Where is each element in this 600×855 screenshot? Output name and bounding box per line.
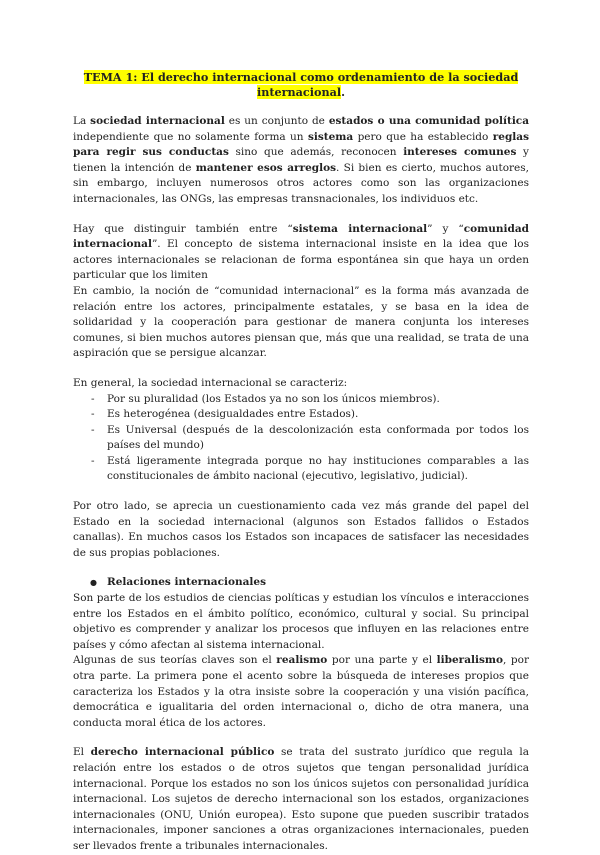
text-run: independiente que no solamente forma un [73,130,308,143]
list-item: - Está ligeramente integrada porque no hay instituciones comparables a las constitucionales de ámbito nacional (ejecutivo, legislativo, judicial). [73,454,529,485]
list-item: - Es heterogénea (desigualdades entre Estados). [73,407,529,423]
text-run: El [73,746,91,759]
bold-term: sociedad internacional [90,115,225,127]
paragraph-comunidad-internacional: En cambio, la noción de “comunidad internacional” es la forma más avanzada de relación entre los actores, principalmente estatales, y se basa en la idea de solidaridad y la cooperación para gestionar de manera conjunta los intereses comunes, si bien muchos autores piensan que, más que una realidad, se trata de una aspiración que se persigue alcanzar. [73,284,529,360]
paragraph-sistema-comunidad [73,222,529,284]
text-run: por una parte y el [327,654,437,667]
bold-term: derecho internacional público [90,746,275,759]
text-run: sino que además, reconocen [228,146,404,159]
text-run: y tienen la intención de [73,146,529,174]
text-run: Hay que distinguir también entre “ [73,222,293,235]
paragraph-teorias [73,653,529,731]
paragraph-papel-estado: Por otro lado, se aprecia un cuestionamiento cada vez más grande del papel del Estado en la sociedad internacional (algunos son Estados fallidos o Estados canallas). En muchos casos los Estados son incapaces de satisfacer las necesidades de sus propias poblaciones. [73,500,529,559]
bold-term: intereses comunes [403,146,517,159]
text-run: ” y “ [427,222,464,235]
list-item: - Es Universal (después de la descolonización esta conformada por todos los países del mundo) [73,423,529,454]
text-run: se trata del sustrato jurídico que regula la relación entre los estados o de otros sujetos que tengan personalidad jurídica internacional. Porque los estados no son los únicos sujetos con personalidad jurídica internacional. Los sujetos de derecho internacional son los estados, organizaciones internacionales (ONU, Unión europea). Esto supone que pueden suscribir tratados internacionales, imponer sanciones a otras organizaciones internacionales, pueden ser llevados frente a tribunales internacionales. [73,746,530,852]
bold-term: sistema internacional [292,222,428,235]
paragraph-derecho-internacional [73,745,529,854]
text-run: La [73,115,91,127]
document-page [73,70,529,855]
section-heading-relaciones: ● Relaciones internacionales [73,575,529,591]
text-run: ”. El concepto de sistema internacional insiste en la idea que los actores internacionales se relacionan de forma espontánea sin que haya un orden particular que los limiten [73,238,529,282]
paragraph-caracteristicas-intro: En general, la sociedad internacional se caracteriz: [73,376,348,389]
paragraph-sociedad-internacional [73,114,529,208]
paragraph-relaciones: Son parte de los estudios de ciencias políticas y estudian los vínculos e interacciones entre los Estados en el ámbito político, económico, cultural y social. Su principal objetivo es comprender y analizar los procesos que influyen en las relaciones entre países y cómo afectan al sistema internacional. [73,592,529,651]
title-suffix: . [341,85,345,99]
text-run: , por otra parte. La primera pone el acento sobre la búsqueda de intereses propios que caracteriza los Estados y la otra insiste sobre la cooperación y una visión pacífica, democrática e igualitaria del orden internacional o, dicho de otra manera, una conducta moral ética de los actores. [73,654,529,729]
text-run: . Si bien es cierto, muchos autores, sin embargo, incluyen numerosos otros actores como son las organizaciones internacionales, las ONGs, las empresas transnacionales, los individuos etc. [73,161,529,205]
text-run: Algunas de sus teorías claves son el [73,654,277,667]
bold-term: estados o una comunidad política [328,115,529,127]
text-run: es un conjunto de [224,115,329,127]
bold-term: comunidad internacional [73,222,529,251]
bold-term: sistema [307,130,354,143]
bold-term: realismo [276,654,328,667]
bold-term: mantener esos arreglos [195,161,337,174]
bold-term: liberalismo [436,654,503,667]
characteristics-list [73,392,529,486]
bold-term: reglas para regir sus conductas [73,130,529,159]
title-highlight: TEMA 1: El derecho internacional como ordenamiento de la sociedad internacional [83,70,519,99]
page-title [73,70,529,100]
list-item: - Por su pluralidad (los Estados ya no son los únicos miembros). [73,392,529,408]
text-run: pero que ha establecido [353,130,493,143]
